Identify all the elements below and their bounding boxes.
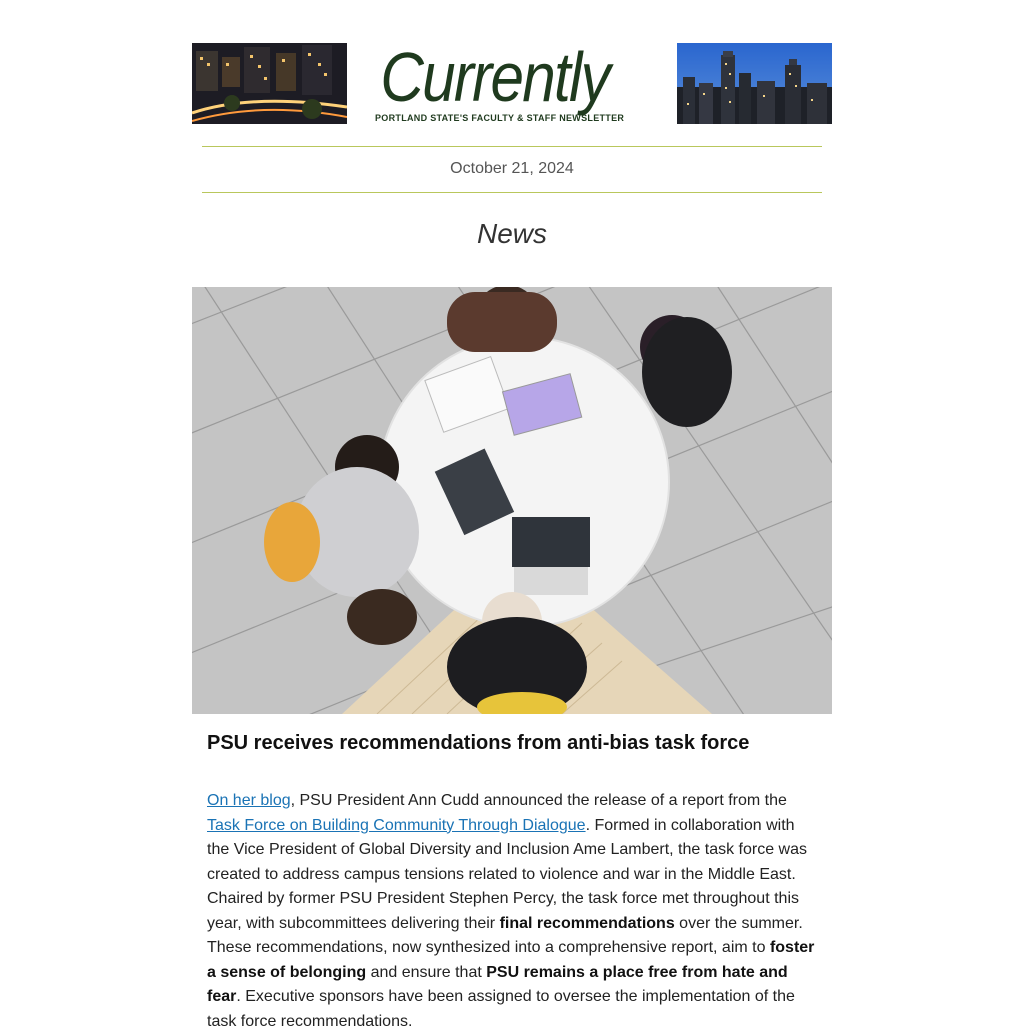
bold-text: foster a sense of belonging — [207, 939, 815, 981]
article-body — [207, 789, 817, 1034]
bold-text: final recommendations — [499, 914, 675, 932]
section-title: News — [476, 218, 547, 249]
divider-top — [202, 146, 822, 147]
masthead — [192, 38, 832, 125]
city-skyline-image-right — [677, 43, 832, 124]
divider-bottom — [202, 192, 822, 193]
task-force-link[interactable]: Task Force on Building Community Through Dialogue — [207, 816, 586, 834]
body-text: . Executive sponsors have been assigned to oversee the implementation of the task force recommendations. — [207, 988, 795, 1030]
city-night-image-left — [192, 43, 347, 124]
issue-date: October 21, 2024 — [450, 160, 574, 177]
newsletter — [192, 0, 832, 1030]
body-text: and ensure that — [366, 963, 487, 981]
bold-text: PSU remains a place free from hate and fear — [207, 963, 788, 1005]
logo-wordmark: Currently — [380, 38, 610, 116]
body-text: . Formed in collaboration with the Vice President of Global Diversity and Inclusion Ame Lambert, the task force was created to address campus tensions related to violence and war in the Middle East. Chaired by former PSU President Stephen Percy, the task force met throughout this year, with subcommittees delivering their — [207, 816, 807, 932]
body-text: over the summer. These recommendations, now synthesized into a comprehensive report, aim to — [207, 914, 803, 956]
logo-tagline: PORTLAND STATE'S FACULTY & STAFF NEWSLETTER — [375, 113, 625, 123]
body-text: , PSU President Ann Cudd announced the release of a report from the — [290, 792, 787, 809]
blog-link[interactable]: On her blog — [207, 792, 291, 809]
article-hero-image[interactable] — [192, 287, 832, 714]
article-headline[interactable]: PSU receives recommendations from anti-bias task force — [207, 732, 750, 754]
